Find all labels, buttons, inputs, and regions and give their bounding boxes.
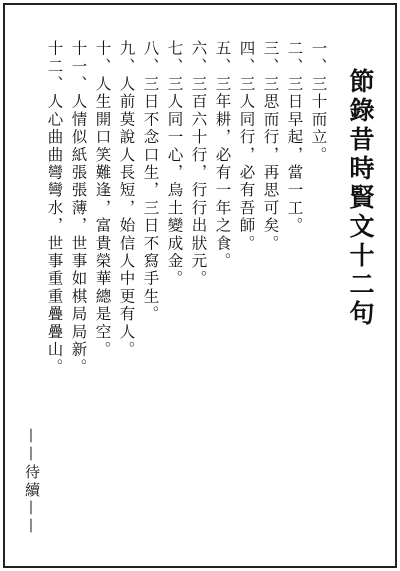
- line-4: 四、三人同行，必有吾師。: [237, 40, 256, 253]
- line-6: 六、三百六十行，行行出狀元。: [189, 40, 208, 288]
- line-1: 一、三十而立。: [309, 40, 328, 164]
- line-9: 九、人前莫說人長短，始信人中更有人。: [117, 40, 136, 359]
- page-title: 節錄昔時賢文十二句: [346, 68, 375, 329]
- line-7: 七、三人同一心，烏土變成金。: [165, 40, 184, 288]
- line-10: 十、人生開口笑難逢，富貴榮華總是空。: [93, 40, 112, 359]
- line-3: 三、三思而行，再思可矣。: [261, 40, 280, 253]
- line-12: 十二、人心曲曲彎彎水，世事重重疊疊山。: [45, 40, 64, 377]
- line-2: 二、三日早起，當一工。: [285, 40, 304, 235]
- line-8: 八、三日不念口生，三日不寫手生。: [141, 40, 160, 324]
- to-be-continued-note: ——待續——: [23, 428, 41, 536]
- line-5: 五、三年耕，必有一年之食。: [213, 40, 232, 271]
- line-11: 十一、人情似紙張張薄，世事如棋局局新。: [69, 40, 88, 377]
